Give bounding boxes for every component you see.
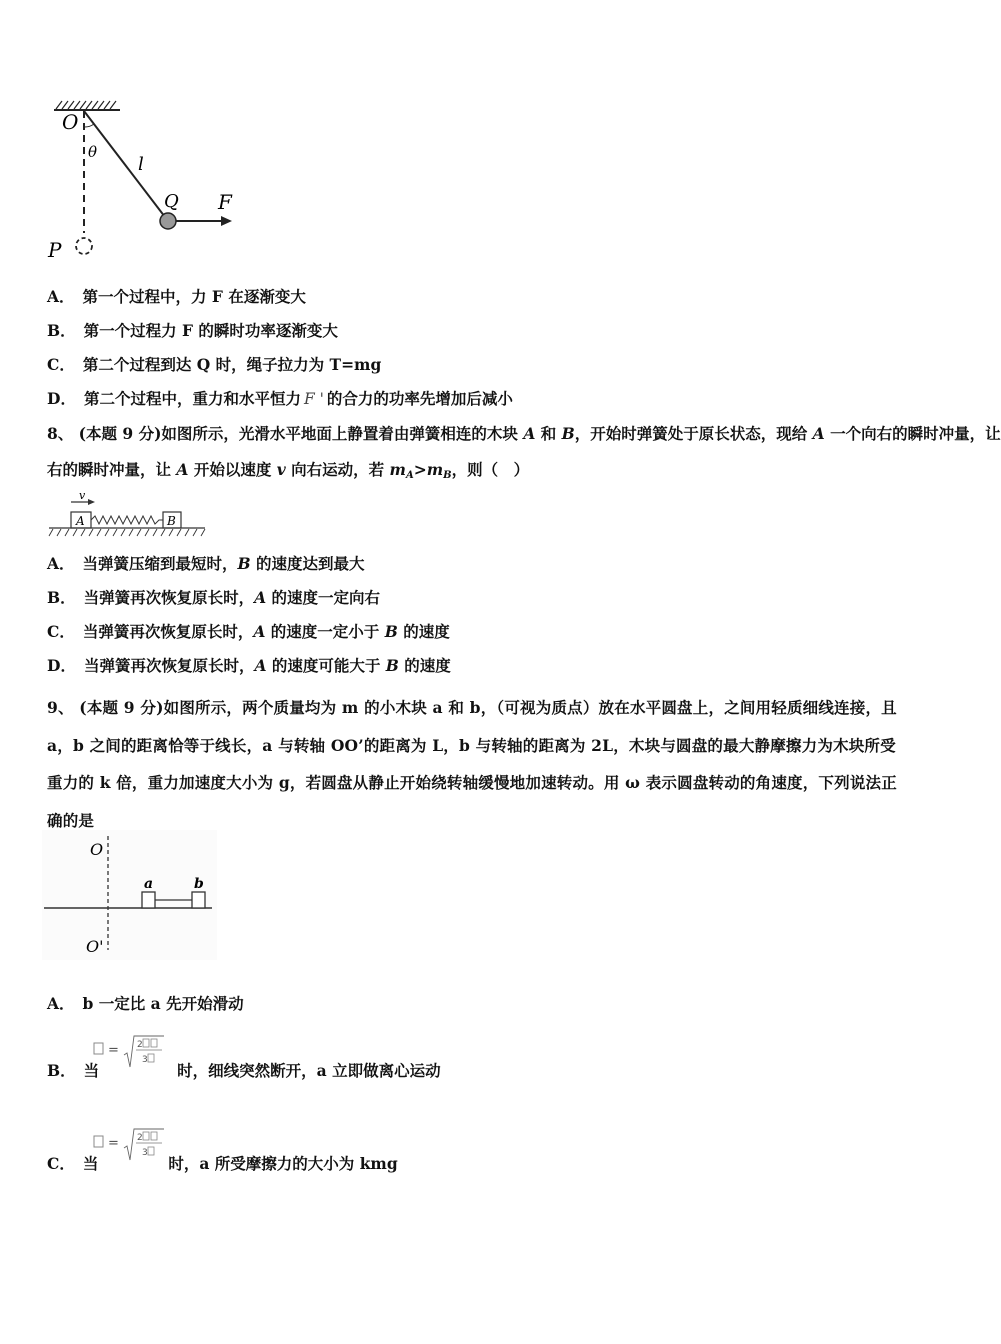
q7-option-b[interactable]: B． 第一个过程力 F 的瞬时功率逐渐变大: [47, 321, 338, 340]
turntable-figure: [42, 830, 217, 960]
label-axis-o-prime: O': [86, 937, 104, 956]
label-block-a-small: a: [144, 876, 154, 892]
svg-text:2: 2: [137, 1133, 143, 1143]
svg-text:3: 3: [142, 1055, 148, 1065]
q7-option-c[interactable]: C． 第二个过程到达 Q 时，绳子拉力为 T=mg: [47, 355, 382, 374]
label-F: F: [218, 190, 232, 214]
label-P: P: [48, 238, 62, 262]
spring-blocks-figure: [45, 490, 210, 542]
label-axis-o: O: [90, 840, 104, 859]
q7-option-a[interactable]: A． 第一个过程中，力 F 在逐渐变大: [47, 287, 306, 306]
f-prime-symbol: F ': [303, 390, 324, 408]
pendulum-figure: [40, 95, 250, 270]
q8-option-b[interactable]: B． 当弹簧再次恢复原长时，A 的速度一定向右: [47, 588, 381, 607]
q7-option-d[interactable]: D． 第二个过程中，重力和水平恒力 F ' 的合力的功率先增加后减小: [47, 389, 513, 408]
label-l: l: [138, 154, 144, 175]
label-Q: Q: [164, 191, 179, 212]
q9-option-a[interactable]: A． b 一定比 a 先开始滑动: [47, 994, 244, 1013]
svg-text:=: =: [108, 1136, 119, 1151]
q9-option-c[interactable]: C． 当 时，a 所受摩擦力的大小为 kmg: [47, 1154, 398, 1173]
label-v: v: [79, 489, 86, 502]
label-block-b: B: [167, 514, 176, 528]
svg-text:3: 3: [142, 1148, 148, 1158]
label-block-a: A: [76, 514, 85, 528]
label-theta: θ: [88, 143, 98, 161]
q8-option-c[interactable]: C． 当弹簧再次恢复原长时，A 的速度一定小于 B 的速度: [47, 622, 450, 641]
omega-formula-b: [92, 1033, 172, 1075]
q8-option-a[interactable]: A． 当弹簧压缩到最短时，B 的速度达到最大: [47, 554, 365, 573]
q8-stem-line1: 8、 (本题 9 分)如图所示，光滑水平地面上静置着由弹簧相连的木块 A 和 B，开始时弹簧处于原长状态，现给 A 一个向右的瞬时冲量，让: [47, 424, 1001, 443]
q8-option-d[interactable]: D． 当弹簧再次恢复原长时，A 的速度可能大于 B 的速度: [47, 656, 451, 675]
svg-text:=: =: [108, 1043, 119, 1058]
label-block-b-small: b: [194, 876, 204, 892]
label-O: O: [62, 110, 79, 134]
q9-option-b[interactable]: B． 当 时，细线突然断开，a 立即做离心运动: [47, 1061, 441, 1080]
q8-stem-line2: 右的瞬时冲量，让 A 开始以速度 v 向右运动，若 $m_A>m_B$，则（ ）: [47, 460, 530, 481]
q9-stem: 9、 (本题 9 分)如图所示，两个质量均为 m 的小木块 a 和 b，（可视为质点）放在水平圆盘上，之间用轻质细线连接，且 a，b 之间的距离恰等于线长，a 与转轴 OO’的距离为 L，b 与转轴的距离为 2L，木块与圆盘的最大静摩擦力为木块所受重力的 k 倍，重力加速度大小为 g，若圆盘从静止开始绕转轴缓慢地加速转动。用 ω 表示圆盘转动的角速度，下列说法正确的是: [47, 698, 897, 830]
omega-formula-c: [92, 1126, 172, 1168]
svg-text:2: 2: [137, 1040, 143, 1050]
